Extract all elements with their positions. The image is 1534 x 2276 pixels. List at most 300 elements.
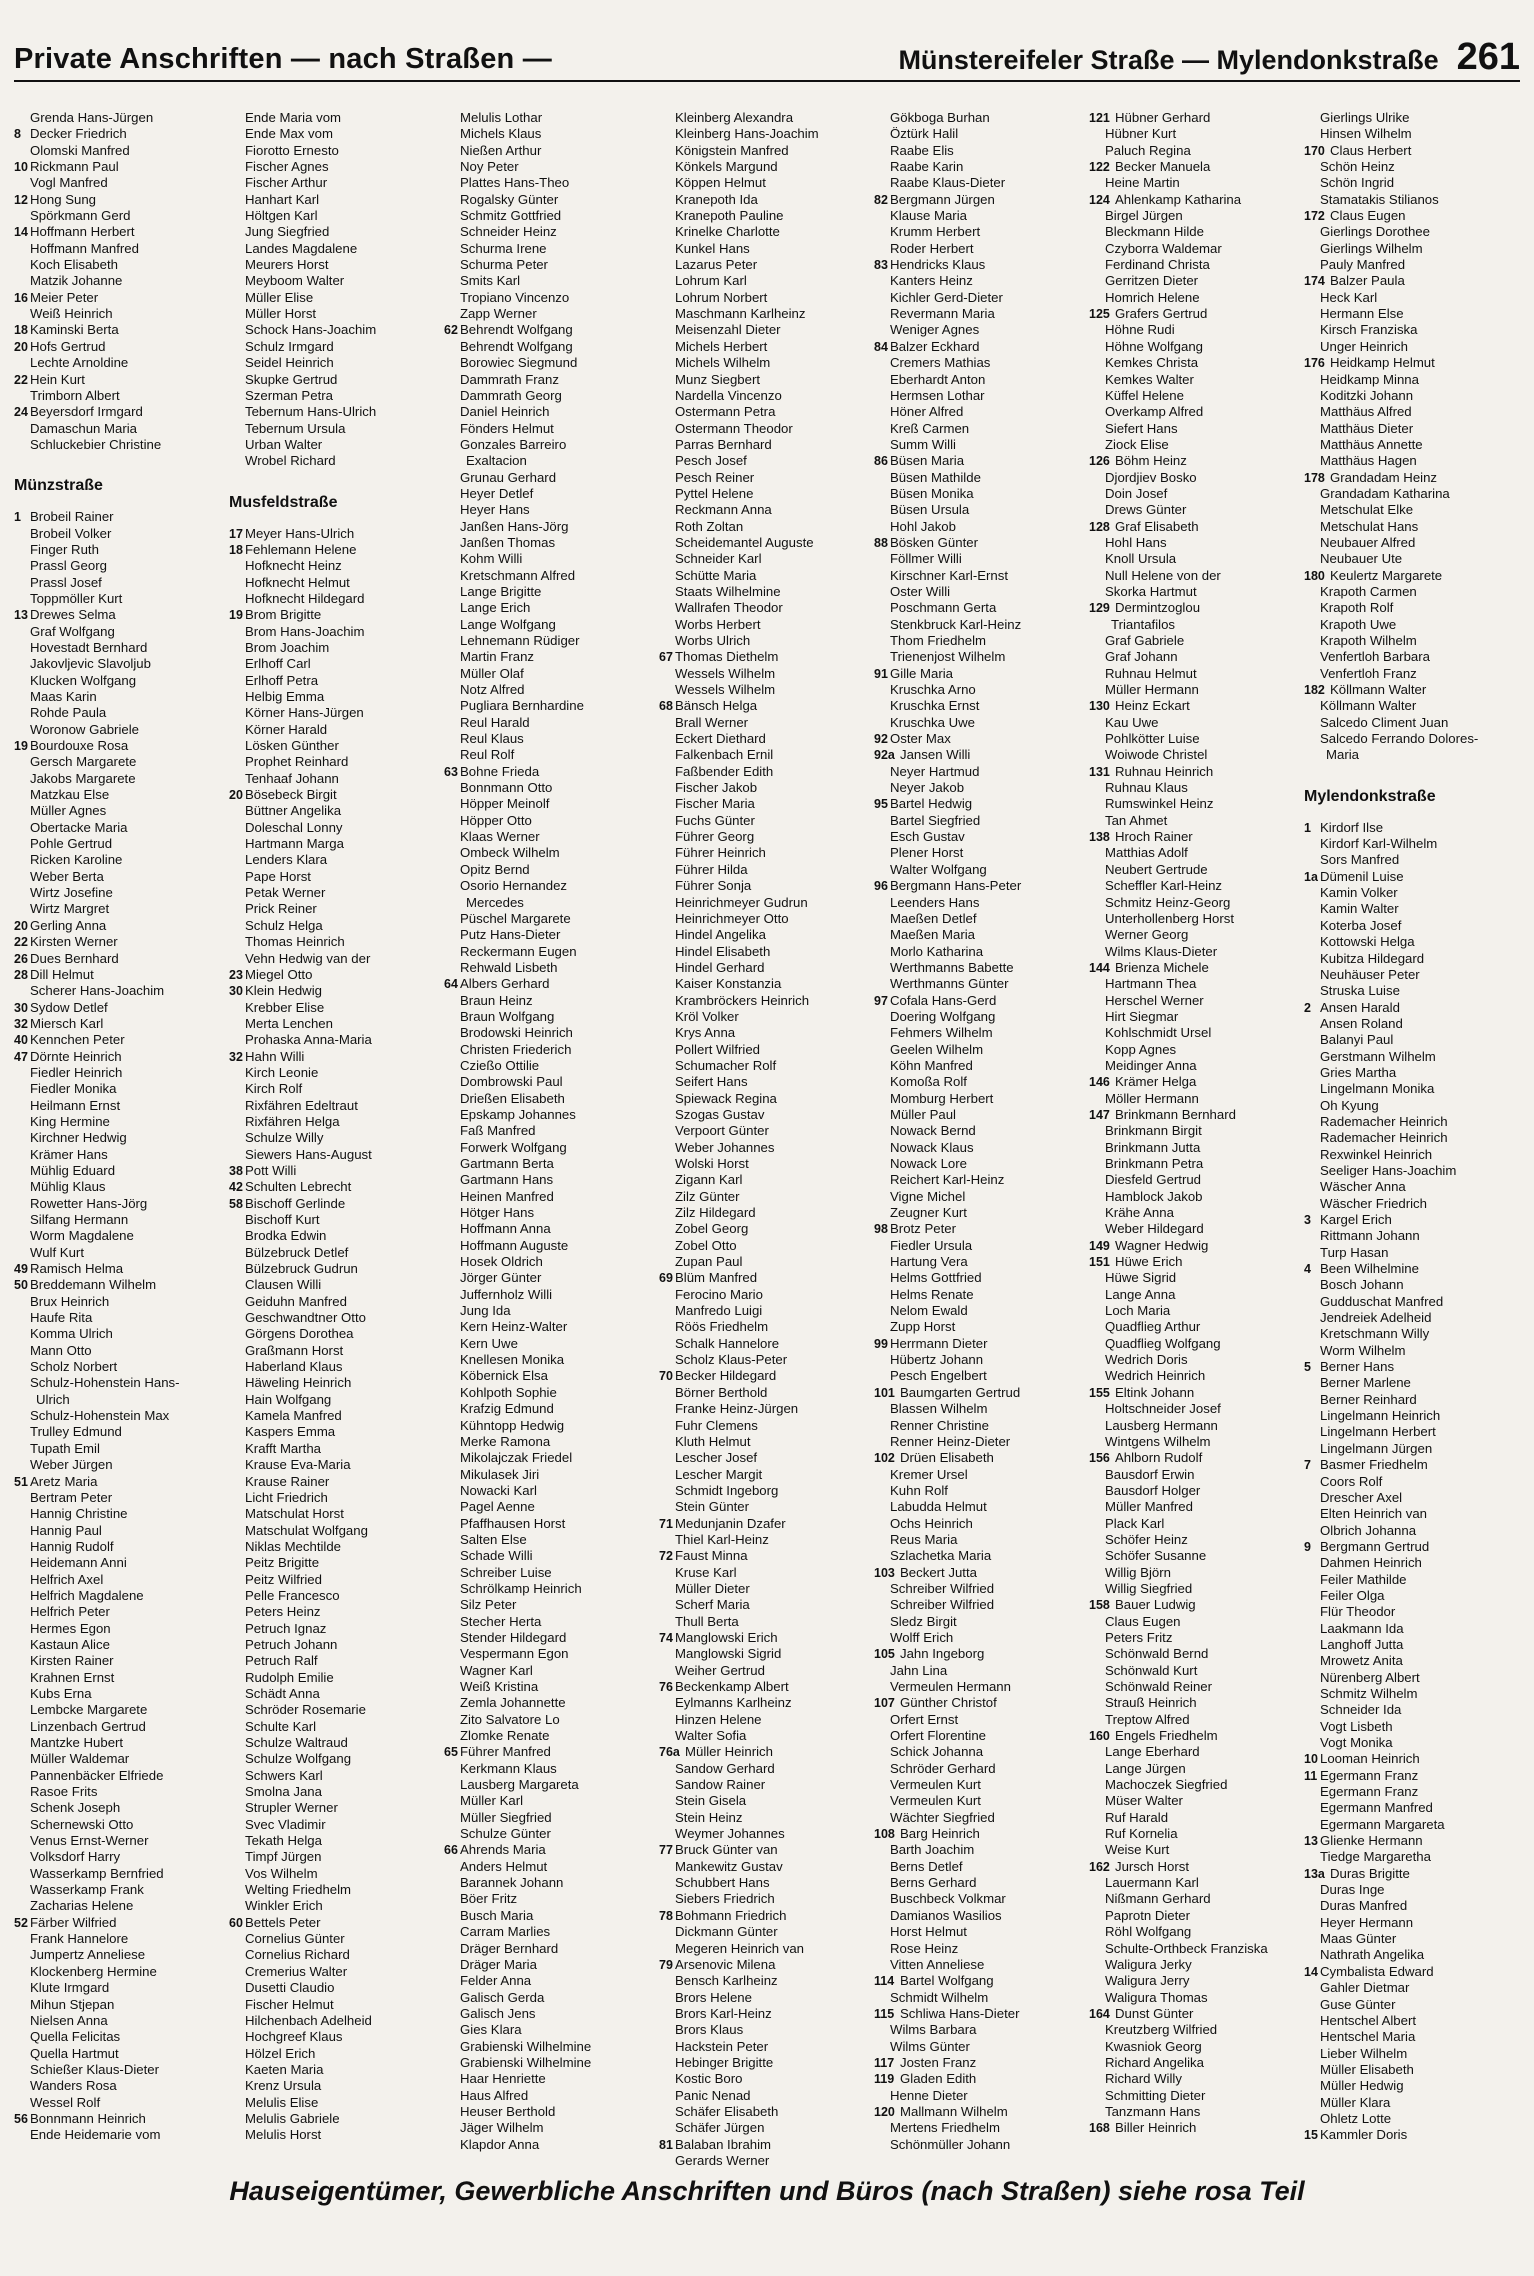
resident-name: Bruck Günter van bbox=[675, 1842, 778, 1858]
resident-entry bbox=[14, 126, 229, 142]
resident-name: Hinzen Helene bbox=[675, 1711, 762, 1727]
resident-entry bbox=[14, 1359, 229, 1375]
resident-name: Breddemann Wilhelm bbox=[30, 1277, 157, 1293]
resident-entry bbox=[659, 666, 874, 682]
resident-name: Berner Hans bbox=[1320, 1359, 1395, 1375]
resident-entry bbox=[229, 1882, 444, 1898]
resident-entry bbox=[14, 1653, 229, 1669]
resident-name: Kretschmann Alfred bbox=[460, 567, 576, 583]
resident-entry bbox=[659, 453, 874, 469]
resident-entry bbox=[659, 1303, 874, 1319]
resident-entry bbox=[229, 192, 444, 208]
resident-entry bbox=[659, 1418, 874, 1434]
resident-name: Gartmann Hans bbox=[460, 1172, 554, 1188]
resident-entry bbox=[659, 1990, 874, 2006]
resident-entry bbox=[874, 796, 1089, 812]
resident-entry bbox=[874, 437, 1089, 453]
resident-name: Müller Karl bbox=[460, 1793, 524, 1809]
resident-name: Neubauer Alfred bbox=[1320, 534, 1416, 550]
resident-entry bbox=[444, 1254, 659, 1270]
resident-entry bbox=[444, 780, 659, 796]
resident-entry bbox=[874, 845, 1089, 861]
resident-name: Dickmann Günter bbox=[675, 1924, 778, 1940]
resident-name: Falkenbach Ernil bbox=[675, 747, 774, 763]
resident-entry bbox=[659, 1973, 874, 1989]
resident-name: Pohle Gertrud bbox=[30, 836, 113, 852]
resident-entry bbox=[14, 1081, 229, 1097]
resident-entry bbox=[659, 1042, 874, 1058]
resident-name: Linzenbach Gertrud bbox=[30, 1718, 146, 1734]
resident-entry bbox=[659, 1221, 874, 1237]
resident-name: Schock Hans-Joachim bbox=[245, 322, 377, 338]
resident-entry bbox=[444, 1516, 659, 1532]
resident-name: Herschel Werner bbox=[1105, 992, 1204, 1008]
resident-entry bbox=[1304, 551, 1519, 567]
resident-entry bbox=[1304, 1572, 1519, 1588]
resident-name: Niklas Mechtilde bbox=[245, 1538, 342, 1554]
resident-name: Weiher Gertrud bbox=[675, 1662, 765, 1678]
resident-name: Hein Kurt bbox=[30, 371, 85, 387]
resident-entry bbox=[14, 624, 229, 640]
resident-name: Gudduschat Manfred bbox=[1320, 1293, 1444, 1309]
resident-entry bbox=[1304, 1474, 1519, 1490]
resident-entry bbox=[229, 1016, 444, 1032]
resident-name: Kargel Erich bbox=[1320, 1212, 1392, 1227]
resident-entry bbox=[229, 1686, 444, 1702]
resident-entry bbox=[14, 1163, 229, 1179]
resident-entry bbox=[1089, 502, 1304, 518]
resident-entry bbox=[1089, 257, 1304, 273]
resident-entry bbox=[14, 836, 229, 852]
resident-name: Spiewack Regina bbox=[675, 1090, 777, 1106]
resident-entry bbox=[444, 1107, 659, 1123]
resident-name: Matzkau Else bbox=[30, 787, 110, 803]
resident-name: Feiler Mathilde bbox=[1320, 1571, 1407, 1587]
resident-entry bbox=[1304, 1441, 1519, 1457]
resident-name: Körner Harald bbox=[245, 721, 328, 737]
resident-entry bbox=[1304, 1768, 1519, 1784]
house-number: 119 bbox=[874, 2072, 895, 2087]
resident-name: Willig Siegfried bbox=[1105, 1580, 1193, 1596]
resident-name: Willig Björn bbox=[1105, 1564, 1171, 1580]
resident-entry bbox=[874, 519, 1089, 535]
resident-name: Michels Klaus bbox=[460, 126, 542, 142]
resident-entry bbox=[229, 1212, 444, 1228]
resident-entry bbox=[444, 731, 659, 747]
resident-name: Hilchenbach Adelheid bbox=[245, 2012, 372, 2028]
resident-name: Reul Rolf bbox=[460, 747, 515, 763]
resident-entry bbox=[229, 1800, 444, 1816]
resident-entry bbox=[659, 339, 874, 355]
resident-name: Müller Horst bbox=[245, 306, 317, 322]
resident-name: Büsen Mathilde bbox=[890, 469, 981, 485]
resident-name: Wasserkamp Frank bbox=[30, 1882, 144, 1898]
resident-name: Gerritzen Dieter bbox=[1105, 273, 1199, 289]
resident-name: Kranepoth Pauline bbox=[675, 208, 784, 224]
resident-name: Jäger Wilhelm bbox=[460, 2120, 544, 2136]
resident-entry bbox=[444, 1728, 659, 1744]
resident-entry bbox=[14, 738, 229, 754]
resident-name: Wilms Günter bbox=[890, 2038, 970, 2054]
resident-entry bbox=[1304, 1898, 1519, 1914]
resident-entry bbox=[444, 1074, 659, 1090]
resident-name: Galisch Jens bbox=[460, 2005, 536, 2021]
resident-entry bbox=[229, 453, 444, 469]
resident-entry bbox=[229, 607, 444, 623]
resident-name: Bourdouxe Rosa bbox=[30, 738, 129, 754]
resident-entry bbox=[229, 110, 444, 126]
resident-name: Fischer Arthur bbox=[245, 175, 328, 191]
resident-name: Vespermann Egon bbox=[460, 1646, 569, 1662]
resident-name: Hoffmann Auguste bbox=[460, 1237, 569, 1253]
resident-entry bbox=[659, 1172, 874, 1188]
resident-name: Tekath Helga bbox=[245, 1833, 322, 1849]
resident-name: Wulf Kurt bbox=[30, 1244, 84, 1260]
resident-entry bbox=[229, 1375, 444, 1391]
resident-entry bbox=[14, 1719, 229, 1735]
house-number: 1 bbox=[14, 510, 21, 525]
resident-entry bbox=[14, 558, 229, 574]
resident-name: Kaeten Maria bbox=[245, 2061, 324, 2077]
resident-name: Raabe Elis bbox=[890, 142, 954, 158]
resident-name: Günther Christof bbox=[900, 1695, 997, 1711]
resident-entry bbox=[1304, 885, 1519, 901]
resident-entry bbox=[659, 1483, 874, 1499]
resident-name: Grunau Gerhard bbox=[460, 469, 557, 485]
resident-name: Müller Paul bbox=[890, 1106, 956, 1122]
resident-name: Engels Friedhelm bbox=[1115, 1728, 1218, 1744]
house-number: 138 bbox=[1089, 830, 1110, 845]
resident-entry bbox=[1304, 1375, 1519, 1391]
resident-name: Schütte Maria bbox=[675, 567, 757, 583]
resident-entry bbox=[14, 1997, 229, 2013]
resident-entry bbox=[659, 649, 874, 665]
resident-entry bbox=[1089, 1826, 1304, 1842]
resident-entry bbox=[229, 1637, 444, 1653]
resident-entry bbox=[444, 1123, 659, 1139]
resident-name: Cornelius Richard bbox=[245, 1947, 350, 1963]
resident-entry bbox=[874, 1712, 1089, 1728]
house-number: 18 bbox=[14, 323, 28, 338]
resident-entry bbox=[1089, 1679, 1304, 1695]
resident-entry bbox=[1304, 1947, 1519, 1963]
resident-name: Schöfer Heinz bbox=[1105, 1531, 1188, 1547]
resident-entry bbox=[1089, 1908, 1304, 1924]
resident-entry bbox=[874, 192, 1089, 208]
resident-entry bbox=[444, 1238, 659, 1254]
resident-entry bbox=[1304, 306, 1519, 322]
resident-entry bbox=[659, 2022, 874, 2038]
resident-entry bbox=[444, 1205, 659, 1221]
resident-name: Schönwald Kurt bbox=[1105, 1662, 1198, 1678]
resident-name: Becker Manuela bbox=[1115, 159, 1211, 175]
resident-name: Weber Johannes bbox=[675, 1139, 775, 1155]
resident-name: Brodka Edwin bbox=[245, 1228, 327, 1244]
resident-entry bbox=[874, 159, 1089, 175]
resident-entry bbox=[874, 486, 1089, 502]
resident-entry bbox=[1089, 1990, 1304, 2006]
house-number: 146 bbox=[1089, 1075, 1110, 1090]
resident-name: Finger Ruth bbox=[30, 541, 99, 557]
resident-entry bbox=[1304, 1980, 1519, 1996]
resident-name: Nowack Klaus bbox=[890, 1139, 974, 1155]
resident-name: Schulz-Hohenstein Hans- bbox=[30, 1375, 180, 1391]
resident-name: Haus Alfred bbox=[460, 2087, 529, 2103]
resident-entry bbox=[229, 1539, 444, 1555]
resident-name: Pelle Francesco bbox=[245, 1587, 340, 1603]
resident-entry bbox=[1089, 895, 1304, 911]
resident-entry bbox=[229, 2078, 444, 2094]
resident-entry bbox=[874, 568, 1089, 584]
resident-name: Sydow Detlef bbox=[30, 999, 108, 1015]
resident-name: Schulze Willy bbox=[245, 1130, 324, 1146]
resident-entry bbox=[1089, 1973, 1304, 1989]
resident-name: Werthmanns Günter bbox=[890, 976, 1009, 992]
resident-name: Bänsch Helga bbox=[675, 698, 758, 714]
resident-name: Drewes Selma bbox=[30, 607, 116, 623]
resident-entry bbox=[1089, 306, 1304, 322]
resident-name: Winkler Erich bbox=[245, 1898, 323, 1914]
resident-entry bbox=[659, 584, 874, 600]
resident-entry bbox=[14, 1065, 229, 1081]
resident-name: Haar Henriette bbox=[460, 2071, 546, 2087]
resident-name: Nathrath Angelika bbox=[1320, 1947, 1425, 1963]
resident-entry bbox=[14, 1212, 229, 1228]
resident-entry bbox=[14, 1490, 229, 1506]
resident-name: Jansen Willi bbox=[900, 747, 971, 763]
resident-name: Christen Friederich bbox=[460, 1041, 572, 1057]
resident-name: Scheffler Karl-Heinz bbox=[1105, 878, 1223, 894]
resident-entry bbox=[874, 862, 1089, 878]
resident-entry bbox=[1089, 1744, 1304, 1760]
resident-name: Werner Georg bbox=[1105, 927, 1189, 943]
resident-name: Schick Johanna bbox=[890, 1744, 984, 1760]
house-number: 168 bbox=[1089, 2121, 1110, 2136]
resident-entry bbox=[874, 2120, 1089, 2136]
resident-name: Büsen Monika bbox=[890, 485, 974, 501]
resident-name: Kühntopp Hedwig bbox=[460, 1417, 565, 1433]
resident-entry bbox=[874, 1123, 1089, 1139]
resident-entry bbox=[659, 1712, 874, 1728]
resident-name: Doleschal Lonny bbox=[245, 819, 343, 835]
resident-name: Schmidt Wilhelm bbox=[890, 1989, 989, 2005]
resident-entry bbox=[229, 803, 444, 819]
resident-entry bbox=[1304, 747, 1519, 763]
resident-entry bbox=[1089, 1254, 1304, 1270]
resident-entry bbox=[444, 617, 659, 633]
resident-entry bbox=[659, 1238, 874, 1254]
resident-name: Langhoff Jutta bbox=[1320, 1636, 1404, 1652]
resident-entry bbox=[1304, 633, 1519, 649]
resident-name: Weise Kurt bbox=[1105, 1842, 1170, 1858]
resident-entry bbox=[444, 2104, 659, 2120]
resident-name: Müller Heinrich bbox=[685, 1744, 773, 1760]
resident-entry bbox=[874, 993, 1089, 1009]
resident-entry bbox=[1089, 1434, 1304, 1450]
resident-name: Koterba Josef bbox=[1320, 917, 1402, 933]
resident-name: Hofknecht Hildegard bbox=[245, 590, 365, 606]
resident-name: Kremer Ursel bbox=[890, 1466, 968, 1482]
resident-entry bbox=[444, 1042, 659, 1058]
resident-entry bbox=[659, 306, 874, 322]
resident-entry bbox=[229, 967, 444, 983]
resident-entry bbox=[659, 1140, 874, 1156]
house-number: 17 bbox=[229, 526, 243, 541]
resident-entry bbox=[874, 1597, 1089, 1613]
resident-name: Kerkmann Klaus bbox=[460, 1760, 557, 1776]
resident-name: Hermsen Lothar bbox=[890, 387, 985, 403]
resident-name: Tropiano Vincenzo bbox=[460, 289, 570, 305]
resident-entry bbox=[659, 208, 874, 224]
resident-entry bbox=[1304, 869, 1519, 885]
resident-entry bbox=[659, 764, 874, 780]
resident-entry bbox=[14, 2127, 229, 2143]
resident-name: Venfertloh Barbara bbox=[1320, 649, 1430, 665]
resident-name: Schneider Ida bbox=[1320, 1702, 1402, 1718]
resident-name: Quadflieg Wolfgang bbox=[1105, 1335, 1221, 1351]
resident-entry bbox=[14, 951, 229, 967]
resident-entry bbox=[14, 1130, 229, 1146]
resident-entry bbox=[229, 2029, 444, 2045]
resident-entry bbox=[1304, 2078, 1519, 2094]
resident-name: Schulze Günter bbox=[460, 1826, 551, 1842]
resident-entry bbox=[874, 1516, 1089, 1532]
resident-entry bbox=[874, 1744, 1089, 1760]
resident-entry bbox=[229, 241, 444, 257]
resident-entry bbox=[14, 1000, 229, 1016]
resident-name: Frank Hannelore bbox=[30, 1931, 129, 1947]
resident-name: Rasoe Frits bbox=[30, 1784, 98, 1800]
resident-entry bbox=[1304, 437, 1519, 453]
resident-name: Kleinberg Hans-Joachim bbox=[675, 126, 819, 142]
resident-name: Höhne Wolfgang bbox=[1105, 338, 1203, 354]
resident-entry bbox=[229, 1833, 444, 1849]
resident-entry bbox=[659, 1842, 874, 1858]
resident-name: Krinelke Charlotte bbox=[675, 224, 780, 240]
resident-entry bbox=[14, 1196, 229, 1212]
resident-entry bbox=[14, 983, 229, 999]
resident-entry bbox=[444, 1140, 659, 1156]
resident-name: Roder Herbert bbox=[890, 240, 974, 256]
resident-entry bbox=[14, 1588, 229, 1604]
resident-entry bbox=[1304, 1261, 1519, 1277]
resident-name: Szogas Gustav bbox=[675, 1106, 765, 1122]
resident-entry bbox=[1304, 1686, 1519, 1702]
house-number: 78 bbox=[659, 1908, 673, 1923]
house-number: 160 bbox=[1089, 1729, 1110, 1744]
resident-name: Dammrath Georg bbox=[460, 387, 562, 403]
resident-name: Sors Manfred bbox=[1320, 852, 1400, 868]
resident-name: Bleckmann Hilde bbox=[1105, 224, 1204, 240]
resident-name: Jakovljevic Slavoljub bbox=[30, 656, 151, 672]
resident-name: Geelen Wilhelm bbox=[890, 1041, 984, 1057]
resident-entry bbox=[659, 1385, 874, 1401]
resident-entry bbox=[1304, 901, 1519, 917]
resident-name: Bülzebruck Detlef bbox=[245, 1244, 349, 1260]
resident-name: Köppen Helmut bbox=[675, 175, 766, 191]
resident-name: Zigann Karl bbox=[675, 1172, 743, 1188]
resident-entry bbox=[1089, 1581, 1304, 1597]
resident-name: Ansen Roland bbox=[1320, 1015, 1403, 1031]
resident-entry bbox=[229, 1245, 444, 1261]
resident-name: Strauß Heinrich bbox=[1105, 1695, 1197, 1711]
resident-name: Peitz Wilfried bbox=[245, 1571, 322, 1587]
resident-name: Scheidemantel Auguste bbox=[675, 534, 814, 550]
resident-entry bbox=[229, 2013, 444, 2029]
resident-entry bbox=[659, 1009, 874, 1025]
resident-name: Epskamp Johannes bbox=[460, 1106, 576, 1122]
resident-name: Matthäus Hagen bbox=[1320, 453, 1417, 469]
resident-name: Kastaun Alice bbox=[30, 1636, 110, 1652]
resident-name: Wessels Wilhelm bbox=[675, 665, 776, 681]
resident-name: Duras Brigitte bbox=[1330, 1865, 1410, 1881]
resident-entry bbox=[659, 1728, 874, 1744]
resident-name: Lohrum Norbert bbox=[675, 289, 768, 305]
resident-entry bbox=[444, 649, 659, 665]
resident-name: Rixfähren Helga bbox=[245, 1113, 340, 1129]
resident-entry bbox=[229, 1980, 444, 1996]
resident-entry bbox=[444, 568, 659, 584]
resident-entry bbox=[874, 1891, 1089, 1907]
resident-name: Grafers Gertrud bbox=[1115, 306, 1208, 322]
resident-name: Kruse Karl bbox=[675, 1564, 737, 1580]
resident-name: Mann Otto bbox=[30, 1342, 92, 1358]
resident-name: Hindel Elisabeth bbox=[675, 943, 771, 959]
resident-entry bbox=[229, 1032, 444, 1048]
resident-entry bbox=[14, 1277, 229, 1293]
resident-name: Braun Wolfgang bbox=[460, 1008, 555, 1024]
resident-entry bbox=[1089, 1957, 1304, 1973]
resident-entry bbox=[1304, 322, 1519, 338]
resident-entry bbox=[874, 1434, 1089, 1450]
house-number: 83 bbox=[874, 258, 888, 273]
resident-entry bbox=[659, 1091, 874, 1107]
resident-entry bbox=[659, 404, 874, 420]
resident-name: Zeugner Kurt bbox=[890, 1205, 967, 1221]
resident-entry bbox=[14, 143, 229, 159]
resident-entry bbox=[1304, 502, 1519, 518]
resident-name: Beckert Jutta bbox=[900, 1564, 977, 1580]
resident-entry bbox=[229, 1964, 444, 1980]
resident-entry bbox=[1304, 339, 1519, 355]
resident-name: Jahn Lina bbox=[890, 1662, 948, 1678]
resident-name: Bohmann Friedrich bbox=[675, 1907, 787, 1923]
resident-entry bbox=[14, 241, 229, 257]
resident-name: Faßbender Edith bbox=[675, 763, 774, 779]
resident-entry bbox=[444, 845, 659, 861]
resident-name: Blüm Manfred bbox=[675, 1270, 758, 1286]
resident-entry bbox=[1089, 600, 1304, 616]
resident-entry bbox=[444, 1058, 659, 1074]
resident-entry bbox=[14, 771, 229, 787]
resident-name: Bohne Frieda bbox=[460, 763, 540, 779]
resident-name: Führer Hilda bbox=[675, 861, 748, 877]
resident-entry bbox=[444, 1793, 659, 1809]
resident-entry bbox=[229, 1343, 444, 1359]
resident-name: Schulte Karl bbox=[245, 1718, 317, 1734]
resident-name: Bausdorf Erwin bbox=[1105, 1466, 1195, 1482]
house-number: 15 bbox=[1304, 2128, 1318, 2143]
resident-name: Ziock Elise bbox=[1105, 436, 1169, 452]
resident-entry bbox=[444, 747, 659, 763]
house-number: 156 bbox=[1089, 1451, 1110, 1466]
resident-name: Heyer Hermann bbox=[1320, 1914, 1414, 1930]
resident-entry bbox=[14, 1931, 229, 1947]
resident-name: Nißmann Gerhard bbox=[1105, 1891, 1211, 1907]
resident-entry bbox=[229, 1457, 444, 1473]
resident-entry bbox=[229, 983, 444, 999]
resident-entry bbox=[229, 1588, 444, 1604]
